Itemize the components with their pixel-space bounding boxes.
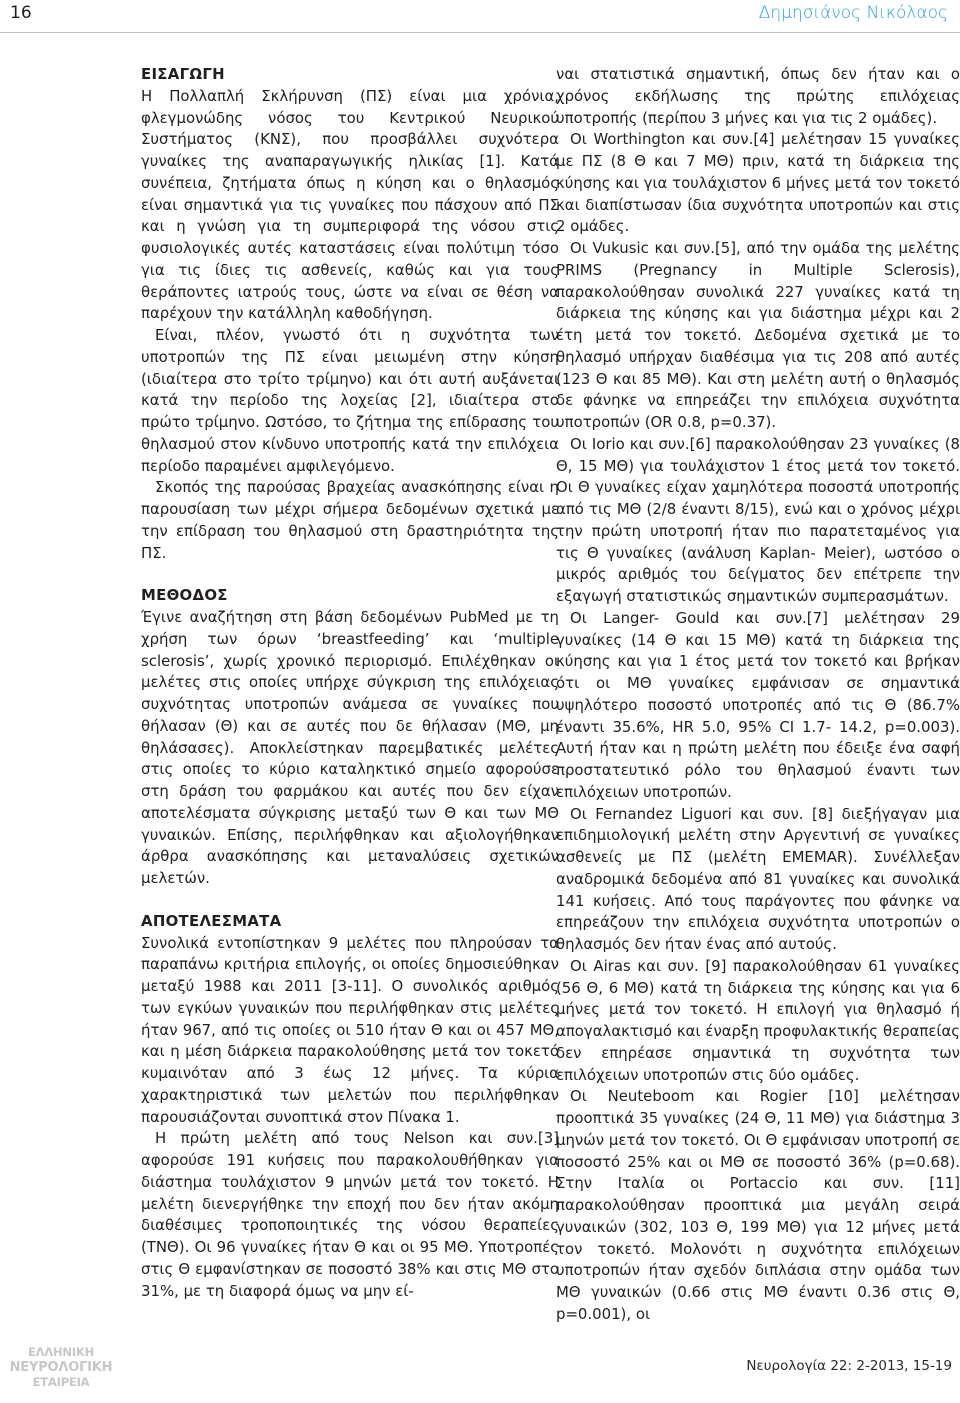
paragraph: ναι στατιστικά σημαντική, όπως δεν ήταν και ο χρόνος εκδήλωσης της πρώτης επιλόχειας υποτροπής (περίπου 3 μήνες και για τις 2 ομάδες). [556, 65, 960, 127]
page-number: 16 [10, 3, 32, 23]
header-divider [0, 32, 960, 33]
paragraph: Είναι, πλέον, γνωστό ότι η συχνότητα των υποτροπών της ΠΣ είναι μειωμένη στην κύηση (ιδιαίτερα στο τρίτο τρίμηνο) και ότι αυτή αυξάνεται κατά την περίοδο της λοχείας [2], ιδιαίτερα στο πρώτο τρίμηνο. Ωστόσο, το ζήτημα της επίδρασης του θηλασμού στον κίνδυνο υποτροπής κατά την επιλόχεια περίοδο παραμένει αμφιλεγόμενο. [141, 326, 559, 475]
section-title-methods: ΜΕΘΟΔΟΣ [141, 586, 228, 605]
society-logo [3, 1345, 119, 1397]
paragraph: Οι Worthington και συν.[4] μελέτησαν 15 γυναίκες με ΠΣ (8 Θ και 7 ΜΘ) πριν, κατά τη διάρκεια της κύησης και για τουλάχιστον 6 μήνες μετά τον τοκετό και διαπίστωσαν ίδια συχνότητα υποτροπών και στις 2 ομάδες. [556, 130, 960, 236]
page-header [0, 0, 960, 34]
left-column [141, 64, 559, 1302]
logo-line: ΕΤΑΙΡΕΙΑ [32, 1375, 90, 1389]
section-gap [141, 890, 559, 911]
paragraph: Οι Airas και συν. [9] παρακολούθησαν 61 γυναίκες (56 Θ, 6 ΜΘ) κατά τη διάρκεια της κύησης και για 6 μήνες μετά τον τοκετό. Η επιλογή για θηλασμό ή απογαλακτισμό και έναρξη προφυλακτικής θεραπείας δεν επηρέασε σημαντικά τη συχνότητα των επιλόχειων υποτροπών στις δύο ομάδες. [556, 956, 960, 1084]
paragraph: Η Πολλαπλή Σκλήρυνση (ΠΣ) είναι μια χρόνια, φλεγμονώδης νόσος του Κεντρικού Νευρικού Συστήματος (ΚΝΣ), που προσβάλλει συχνότερα γυναίκες της αναπαραγωγικής ηλικίας [1]. Κατά συνέπεια, ζητήματα όπως η κύηση και ο θηλασμός είναι σημαντικά για τις γυναίκες που πάσχουν από ΠΣ και η γνώση για τη συμπεριφορά της νόσου στις φυσιολογικές αυτές καταστάσεις είναι πολύτιμη τόσο για τις ίδιες τις ασθενείς, καθώς και για τους θεράποντες ιατρούς τους, ώστε να είναι σε θέση να παρέχουν την κατάλληλη καθοδήγηση. [141, 86, 559, 323]
paragraph: Οι Fernandez Liguori και συν. [8] διεξήγαγαν μια επιδημιολογική μελέτη στην Αργεντινή σε γυναίκες ασθενείς με ΠΣ (μελέτη EMEMAR). Συνέλλεξαν αναδρομικά δεδομένα από 81 γυναίκες και συνολικά 141 κυήσεις. Από τους παράγοντες που φάνηκε να επηρεάζουν την επιλόχεια συχνότητα υποτροπών ο θηλασμός δεν ήταν ένας από αυτούς. [556, 804, 960, 953]
paragraph: Έγινε αναζήτηση στη βάση δεδομένων PubMed με τη χρήση των όρων ‘breastfeeding’ και ‘multiple sclerosis’, χωρίς χρονικό περιορισμό. Επιλέχθηκαν οι μελέτες στις οποίες υπήρχε σύγκριση της επιλόχειας συχνότητας υποτροπών ανάμεσα σε γυναίκες που θήλασαν (Θ) και σε αυτές που δε θήλασαν (ΜΘ, μη θηλάσασες). Αποκλείστηκαν παρεμβατικές μελέτες στις οποίες το κύριο καταληκτικό σημείο αφορούσε στη δράση του φαρμάκου και αυτές που δεν είχαν αποτελέσματα σύγκρισης μεταξύ των Θ και των ΜΘ γυναικών. Επίσης, περιλήφθηκαν και αξιολογήθηκαν άρθρα ανασκόπησης και μεταναλύσεις σχετικών μελετών. [141, 608, 559, 887]
paragraph: Σκοπός της παρούσας βραχείας ανασκόπησης είναι η παρουσίαση των μέχρι σήμερα δεδομένων σχετικά με την επίδραση του θηλασμού στη δραστηριότητα της ΠΣ. [141, 478, 559, 562]
section-title-introduction: ΕΙΣΑΓΩΓΗ [141, 65, 225, 83]
paragraph: Οι Langer- Gould και συν.[7] μελέτησαν 29 γυναίκες (14 Θ και 15 ΜΘ) κατά τη διάρκεια της κύησης και για 1 έτος μετά τον τοκετό και βρήκαν ότι οι ΜΘ γυναίκες εμφάνισαν σε σημαντικά υψηλότερο ποσοστό υποτροπές από τις Θ (86.7% έναντι 35.6%, HR 5.0, 95% CI 1.7- 14.2, p=0.003). Αυτή ήταν και η πρώτη μελέτη που έδειξε ένα σαφή προστατευτικό ρόλο του θηλασμού έναντι των επιλόχειων υποτροπών. [556, 608, 960, 801]
journal-reference: Νευρολογία 22: 2-2013, 15-19 [746, 1358, 952, 1374]
running-head-author: Δημησιάνος Νικόλαος [758, 3, 948, 23]
right-column [556, 64, 960, 1326]
section-gap [141, 564, 559, 585]
logo-line: ΝΕΥΡΟΛΟΓΙΚΗ [9, 1360, 113, 1375]
paragraph: Οι Iorio και συν.[6] παρακολούθησαν 23 γυναίκες (8 Θ, 15 ΜΘ) για τουλάχιστον 1 έτος μετά τον τοκετό. Οι Θ γυναίκες είχαν χαμηλότερα ποσοστά υποτροπής από τις ΜΘ (2/8 έναντι 8/15), ενώ και ο χρόνος μέχρι την πρώτη υποτροπή ήταν πιο παρατεταμένος για τις Θ γυναίκες (ανάλυση Kaplan- Meier), ωστόσο ο μικρός αριθμός του δείγματος δεν επέτρεπε την εξαγωγή στατιστικώς σημαντικών συμπερασμάτων. [556, 434, 960, 605]
paragraph: Οι Neuteboom και Rogier [10] μελέτησαν προοπτικά 35 γυναίκες (24 Θ, 11 ΜΘ) για διάστημα 3 μηνών μετά τον τοκετό. Οι Θ εμφάνισαν υποτροπή σε ποσοστό 25% και οι ΜΘ σε ποσοστό 36% (p=0.68). Στην Ιταλία οι Portaccio και συν. [11] παρακολούθησαν προοπτικά μια μεγάλη σειρά γυναικών (302, 103 Θ, 199 ΜΘ) για 12 μήνες μετά τον τοκετό. Μολονότι η συχνότητα επιλόχειων υποτροπών ήταν σχεδόν διπλάσια στην ομάδα των ΜΘ γυναικών (0.66 στις ΜΘ έναντι 0.36 στις Θ, p=0.001), οι [556, 1087, 960, 1323]
paragraph: Συνολικά εντοπίστηκαν 9 μελέτες που πληρούσαν τα παραπάνω κριτήρια επιλογής, οι οποίες δημοσιεύθηκαν μεταξύ 1988 και 2011 [3-11]. Ο συνολικός αριθμός των εγκύων γυναικών που περιλήφθηκαν στις μελέτες ήταν 967, από τις οποίες οι 510 ήταν Θ και οι 457 ΜΘ, και η μέση διάρκεια παρακολούθησης μετά τον τοκετό κυμαινόταν από 3 έως 12 μήνες. Τα κύρια χαρακτηριστικά των μελετών που περιλήφθηκαν παρουσιάζονται συνοπτικά στον Πίνακα 1. [141, 933, 559, 1126]
logo-line: ΕΛΛΗΝΙΚΗ [27, 1345, 95, 1359]
paragraph: Η πρώτη μελέτη από τους Nelson και συν.[3] αφορούσε 191 κυήσεις που παρακολουθήθηκαν για διάστημα τουλάχιστον 9 μηνών μετά τον τοκετό. Η μελέτη διενεργήθηκε την εποχή που δεν ήταν ακόμη διαθέσιμες τροποποιητικές της νόσου θεραπείες (ΤΝΘ). Οι 96 γυναίκες ήταν Θ και οι 95 ΜΘ. Υποτροπές στις Θ εμφανίστηκαν σε ποσοστό 38% και στις ΜΘ στο 31%, με τη διαφορά όμως να μην εί- [141, 1129, 559, 1300]
section-title-results: ΑΠΟΤΕΛΕΣΜΑΤΑ [141, 911, 282, 930]
paragraph: Οι Vukusic και συν.[5], από την ομάδα της μελέτης PRIMS (Pregnancy in Multiple Sclerosis), παρακολούθησαν συνολικά 227 γυναίκες κατά τη διάρκεια της κύησης και για διάστημα μέχρι και 2 έτη μετά τον τοκετό. Δεδομένα σχετικά με το θηλασμό υπήρχαν διαθέσιμα για τις 208 από αυτές (123 Θ και 85 ΜΘ). Και στη μελέτη αυτή ο θηλασμός δε φάνηκε να επηρεάζει την επιλόχεια συχνότητα υποτροπών (OR 0.8, p=0.37). [556, 239, 960, 431]
